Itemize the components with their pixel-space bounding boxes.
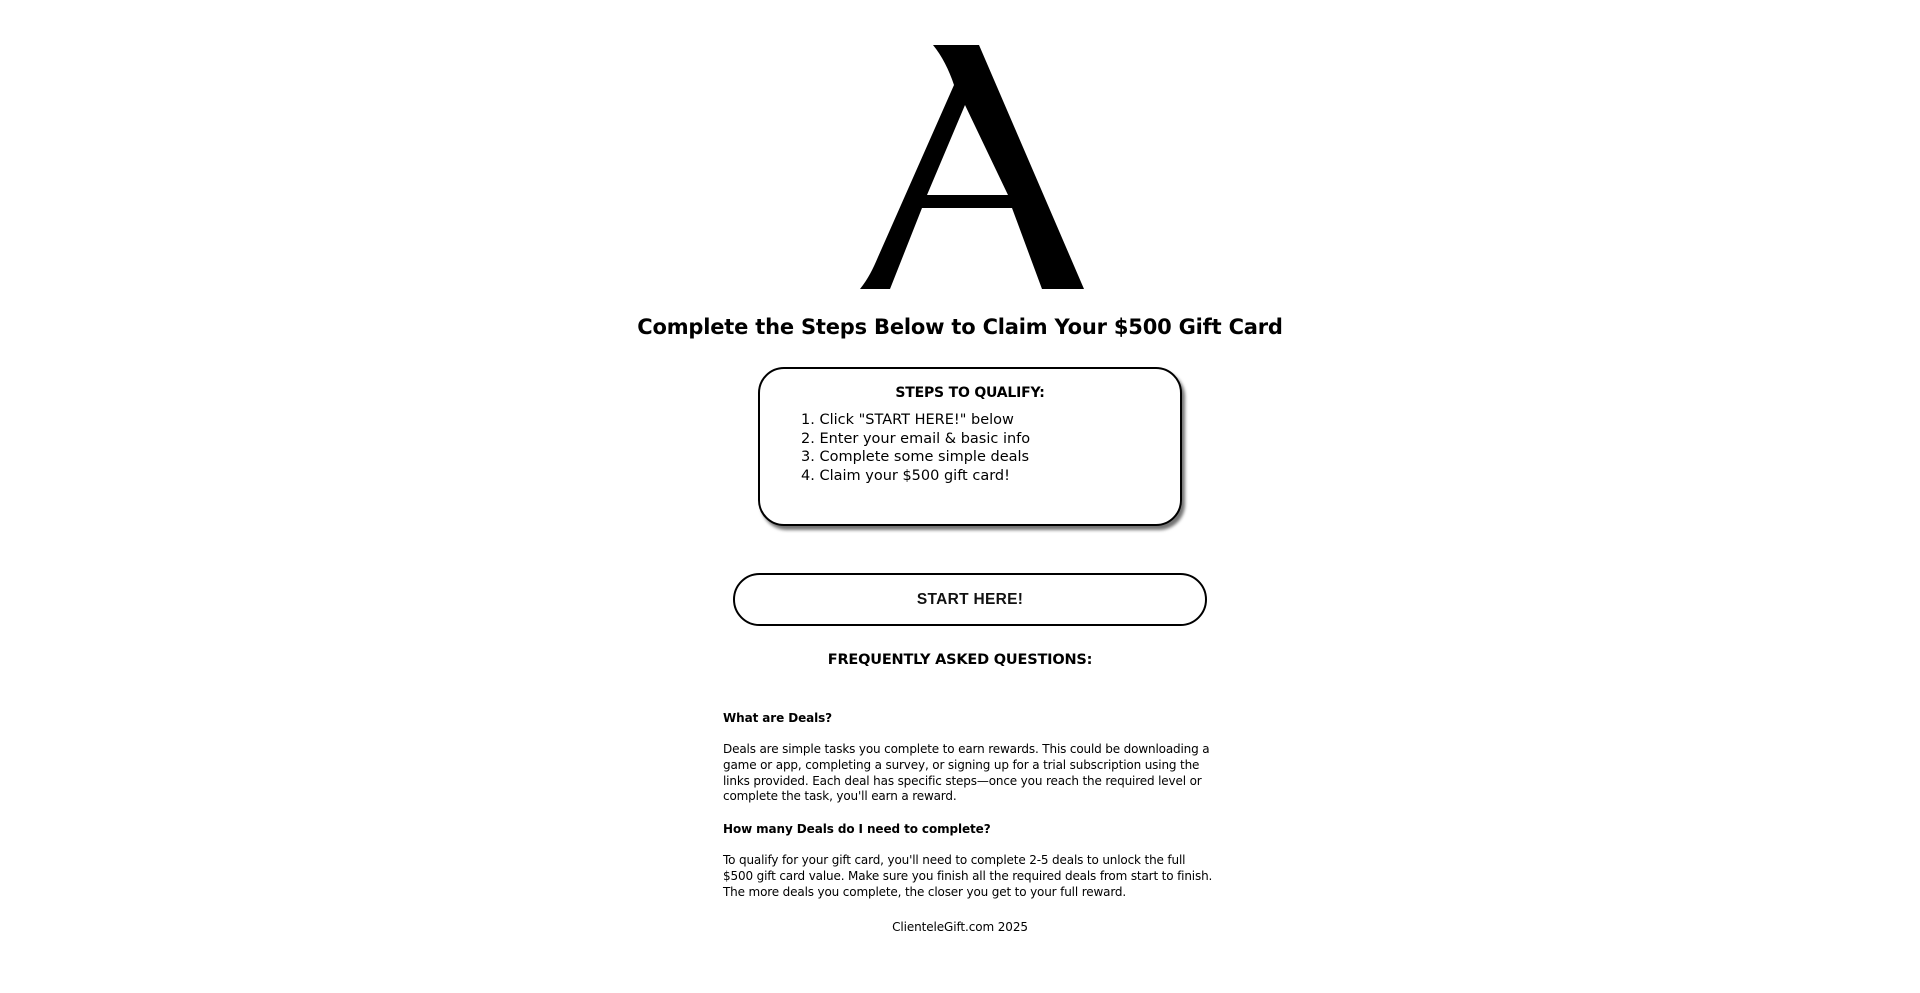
faq-question: How many Deals do I need to complete? [723, 822, 991, 837]
page-title: Complete the Steps Below to Claim Your $500 Gift Card [637, 315, 1283, 339]
step-item: 2. Enter your email & basic info [801, 430, 1031, 447]
footer-copyright: ClienteleGift.com 2025 [892, 920, 1028, 934]
faq-heading: FREQUENTLY ASKED QUESTIONS: [827, 652, 1093, 668]
steps-list [801, 411, 1030, 485]
faq-question: What are Deals? [723, 711, 833, 725]
start-here-button[interactable]: START HERE! [733, 573, 1207, 626]
faq-section [723, 710, 1218, 901]
letter-a-logo-icon [860, 45, 1084, 289]
step-item: 3. Complete some simple deals [801, 449, 1030, 465]
faq-answer: Deals are simple tasks you complete to earn rewards. This could be downloading a game or app, completing a survey, or signing up for a trial subscription using the links provided. Each deal has specific steps—once you reach the required level or complete the task, you'll earn a reward. [723, 742, 1210, 804]
step-item: 1. Click "START HERE!" below [801, 412, 1014, 428]
faq-answer: To qualify for your gift card, you'll need to complete 2-5 deals to unlock the full $500 gift card value. Make sure you finish all the required deals from start to finish. The more deals you complete, the closer you get to your full reward. [723, 853, 1213, 899]
step-item: 4. Claim your $500 gift card! [801, 467, 1010, 484]
steps-title: STEPS TO QUALIFY: [895, 385, 1045, 401]
steps-card [758, 367, 1182, 526]
